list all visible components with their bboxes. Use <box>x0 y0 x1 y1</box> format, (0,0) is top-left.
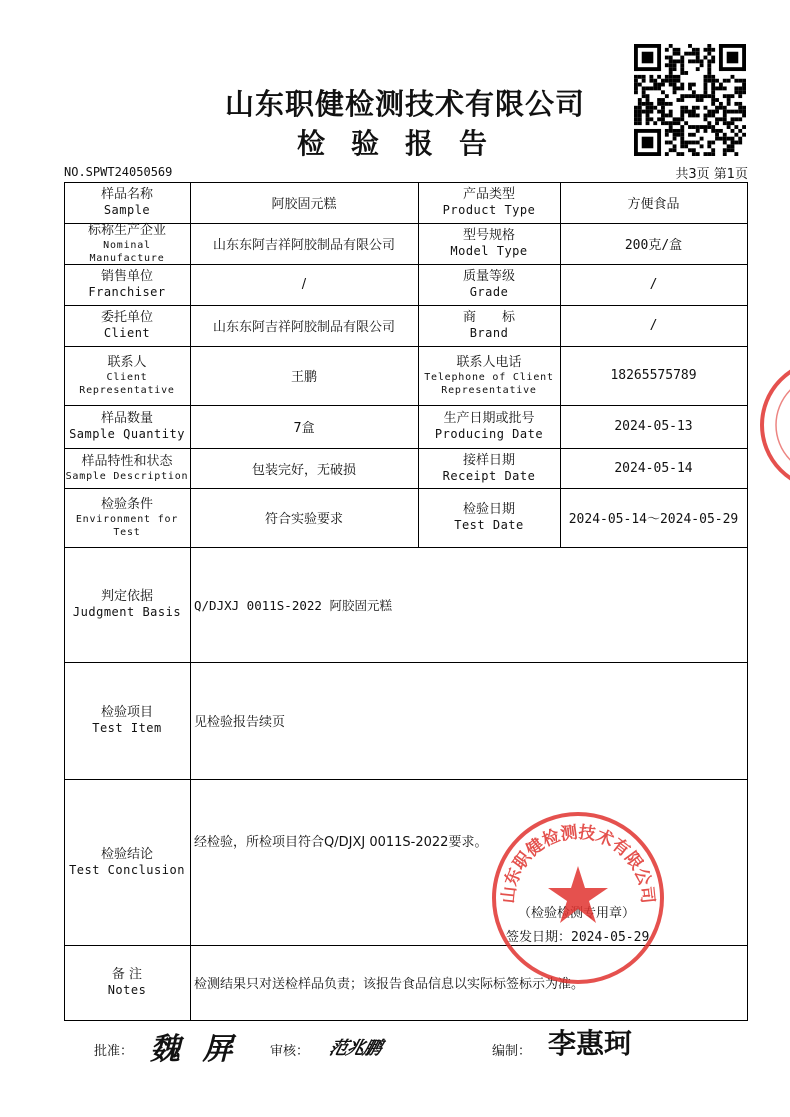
field-value <box>560 405 747 448</box>
field-value <box>560 346 747 405</box>
field-value-text: 山东东阿吉祥阿胶制品有限公司 <box>212 238 395 253</box>
approve-signature: 魏 屏 <box>150 1032 239 1067</box>
field-label-en-2: Representative <box>441 385 537 397</box>
field-label-en: Nominal Manufacture <box>89 239 165 265</box>
field-value <box>190 405 418 448</box>
field-value-text: 200克/盒 <box>624 238 683 253</box>
notes-text: 检测结果只对送检样品负责；该报告食品信息以实际标签标示为准。 <box>194 977 585 992</box>
field-label <box>418 346 560 405</box>
field-label-cn: 生产日期或批号 <box>443 411 535 426</box>
field-label-cn: 委托单位 <box>100 310 153 325</box>
judgment-label <box>64 547 190 662</box>
field-label-en: Receipt Date <box>442 468 536 483</box>
field-label <box>64 305 190 346</box>
notes-label-cn: 备 注 <box>111 967 143 982</box>
field-label <box>64 223 190 264</box>
field-label-en: Sample <box>103 203 151 218</box>
field-value-text: 包装完好，无破损 <box>251 462 356 478</box>
review-label: 审核： <box>270 1044 310 1059</box>
field-label-cn: 样品特性和状态 <box>81 453 173 469</box>
field-label <box>418 448 560 488</box>
field-value <box>190 346 418 405</box>
field-label <box>64 405 190 448</box>
field-label <box>418 405 560 448</box>
field-label-cn: 销售单位 <box>100 269 153 284</box>
field-label-cn: 检验条件 <box>100 496 153 512</box>
judgment-text: Q/DJXJ 0011S-2022 阿胶固元糕 <box>194 597 392 613</box>
conclusion-label-cn: 检验结论 <box>100 846 153 862</box>
test-item-label <box>64 662 190 779</box>
judgment-label-en: Judgment Basis <box>72 605 182 620</box>
table-rule <box>747 182 748 1021</box>
field-value <box>560 264 747 305</box>
compile-signature: 李惠珂 <box>548 1027 633 1060</box>
conclusion-text: 经检验，所检项目符合Q/DJXJ 0011S-2022要求。 <box>194 835 488 850</box>
test-item-label-en: Test Item <box>92 721 162 736</box>
report-number: NO.SPWT24050569 <box>64 165 173 179</box>
field-label-en: Environment for <box>75 513 179 525</box>
field-label <box>64 488 190 547</box>
field-label <box>418 223 560 264</box>
field-value-text: 方便食品 <box>627 197 680 212</box>
test-item-label-cn: 检验项目 <box>100 705 153 720</box>
issue-date-label: 签发日期： <box>506 930 572 945</box>
seal-star-icon <box>548 866 608 923</box>
judgment-value <box>190 547 747 662</box>
table-rule <box>64 1020 748 1021</box>
field-label-en: Client <box>103 326 151 341</box>
field-label-cn: 质量等级 <box>462 269 515 284</box>
field-label-cn: 检验日期 <box>462 502 515 517</box>
field-value <box>560 182 747 223</box>
field-value-text: 7盒 <box>293 421 315 436</box>
seal-note: （检验检测专用章） <box>518 906 636 921</box>
company-name: 山东职健检测技术有限公司 <box>224 87 585 121</box>
field-label-en: Sample Quantity <box>69 427 185 442</box>
field-value-text: 18265575789 <box>610 368 697 383</box>
field-value <box>190 223 418 264</box>
field-value-text: / <box>649 277 658 292</box>
field-value <box>560 488 747 547</box>
compile-label: 编制： <box>492 1044 532 1059</box>
field-label <box>418 182 560 223</box>
field-label-en: Product Type <box>442 203 536 218</box>
official-seal <box>488 808 668 988</box>
field-value <box>190 264 418 305</box>
field-label-en: Telephone of Client <box>424 371 554 383</box>
field-label-en: Model Type <box>450 244 528 259</box>
field-label-en: Franchiser <box>88 285 166 300</box>
field-label-cn: 型号规格 <box>462 228 515 243</box>
edge-seal <box>756 355 790 495</box>
notes-label <box>64 945 190 1020</box>
field-value <box>560 448 747 488</box>
test-item-text: 见检验报告续页 <box>194 715 286 730</box>
field-value-text: / <box>649 318 658 333</box>
field-label-en: Grade <box>469 285 509 300</box>
field-value-text: 2024-05-14 <box>614 460 693 476</box>
field-label-en: Sample Description <box>65 470 189 482</box>
field-label <box>64 264 190 305</box>
field-label <box>418 305 560 346</box>
field-label <box>418 264 560 305</box>
field-label-en: Client <box>106 371 148 383</box>
field-value-text: 符合实验要求 <box>264 512 343 527</box>
field-label <box>64 182 190 223</box>
review-signature: 范兆鹏 <box>326 1038 384 1059</box>
field-value <box>560 305 747 346</box>
seal-text: 山东职健检测技术有限公司 <box>498 822 658 905</box>
field-value <box>190 305 418 346</box>
judgment-label-cn: 判定依据 <box>100 589 153 604</box>
conclusion-label <box>64 779 190 945</box>
field-label-en-2: Test <box>113 527 141 539</box>
field-value-text: 山东东阿吉祥阿胶制品有限公司 <box>212 320 395 335</box>
approve-label: 批准： <box>94 1044 134 1059</box>
conclusion-label-en: Test Conclusion <box>69 862 185 877</box>
issue-date: 2024-05-29 <box>571 930 650 945</box>
field-value-text: 王鹏 <box>290 370 317 385</box>
test-item-value <box>190 662 747 779</box>
field-label-cn: 产品类型 <box>462 187 515 202</box>
field-value-text: 2024-05-13 <box>614 419 693 434</box>
report-title: 检验报告 <box>296 127 513 160</box>
qr-code <box>634 44 746 156</box>
field-label-cn: 样品名称 <box>100 187 153 202</box>
field-label-en: Producing Date <box>434 427 544 442</box>
field-label-cn: 联系人 <box>107 354 147 370</box>
field-label-en: Test Date <box>454 518 524 533</box>
field-label <box>64 346 190 405</box>
field-label <box>418 488 560 547</box>
field-value-text: 阿胶固元糕 <box>271 197 337 212</box>
field-value <box>560 223 747 264</box>
field-value <box>190 488 418 547</box>
field-label-cn: 标称生产企业 <box>87 222 166 238</box>
field-label-cn: 接样日期 <box>462 452 515 468</box>
field-label-cn: 商 标 <box>462 310 515 325</box>
field-label-en: Brand <box>469 326 509 341</box>
field-value-text: 2024-05-14～2024-05-29 <box>568 512 739 527</box>
field-label-cn: 样品数量 <box>100 411 153 426</box>
notes-label-en: Notes <box>107 983 147 998</box>
page-count: 共3页 第1页 <box>675 167 748 182</box>
field-label-cn: 联系人电话 <box>456 354 522 370</box>
field-value-text: / <box>301 277 307 292</box>
field-label-en-2: Representative <box>79 385 175 397</box>
field-value <box>190 182 418 223</box>
field-value <box>190 448 418 488</box>
field-label <box>64 448 190 488</box>
